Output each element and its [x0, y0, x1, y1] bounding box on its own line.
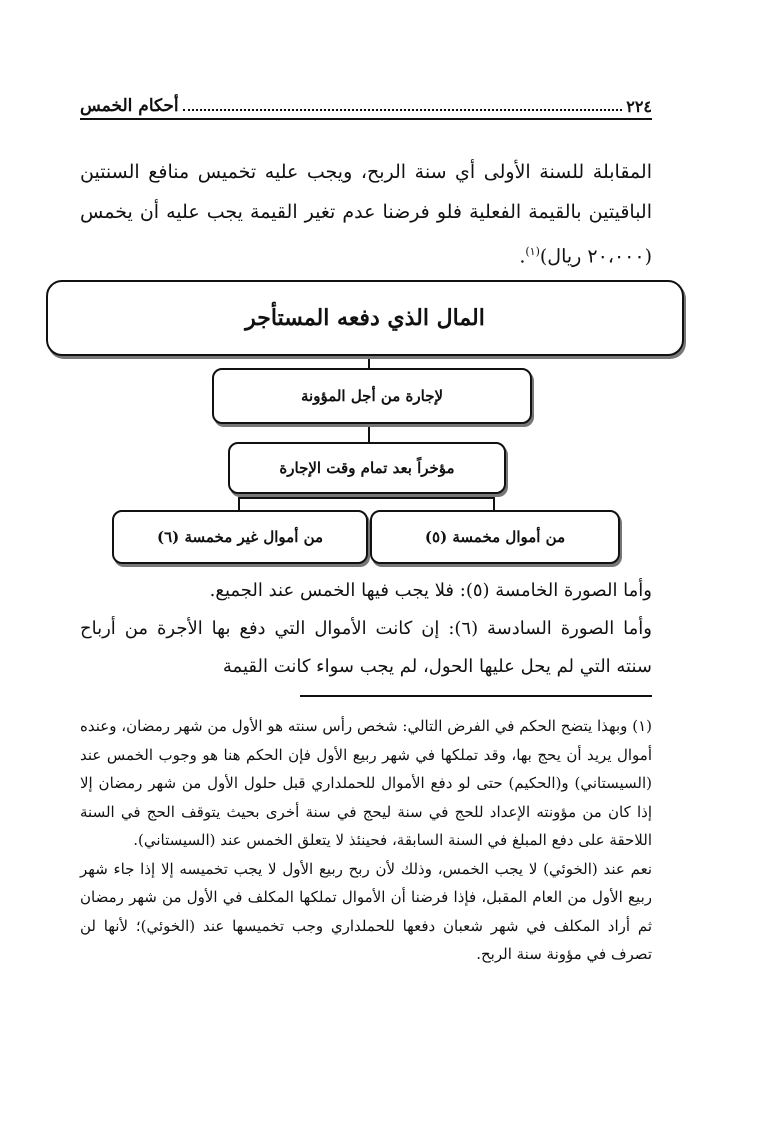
paragraph-case-5: وأما الصورة الخامسة (٥): فلا يجب فيها الخمس عند الجميع.	[209, 580, 652, 601]
book-title: أحكام الخمس	[80, 96, 179, 116]
footnote-ref: (١)	[525, 245, 540, 258]
diagram-level1-box: لإجارة من أجل المؤونة	[212, 368, 532, 424]
connector-right-drop	[493, 497, 495, 510]
diagram-level2-box: مؤخراً بعد تمام وقت الإجارة	[228, 442, 506, 494]
page-number: ٢٢٤	[626, 97, 652, 116]
body-paragraphs	[80, 572, 652, 686]
diagram-root-box: المال الذي دفعه المستأجر	[46, 280, 684, 356]
connector-split-bar	[238, 497, 494, 499]
footnotes	[80, 712, 652, 969]
diagram-branch-untaxed: من أموال غير مخمسة (٦)	[112, 510, 368, 564]
header-dot-leader	[183, 109, 623, 111]
connector-split-stem	[368, 490, 370, 498]
intro-paragraph	[80, 152, 652, 276]
connector-mid	[368, 420, 370, 442]
connector-top	[368, 352, 370, 368]
paragraph-case-6: وأما الصورة السادسة (٦): إن كانت الأموال التي دفع بها الأجرة من أرباح سنته التي لم يحل عليها الحول، لم يجب سواء كانت القيمة	[80, 618, 652, 677]
intro-end: .	[519, 245, 526, 268]
connector-left-drop	[238, 497, 240, 510]
footnote-separator	[300, 695, 652, 697]
footnote-1: (١) وبهذا يتضح الحكم في الفرض التالي: شخص رأس سنته هو الأول من شهر رمضان، وعنده أموال يريد أن يحج بها، وقد تملكها في شهر ربيع الأول فإن الحكم هنا هو وجوب الخمس عند (السيستاني) و(الحكيم) حتى لو دفع الأموال للحملداري قبل حلول الأول من شهر رمضان إلا إذا كان من مؤونته الإعداد للحج في سنة ليحج في سنة أخرى بحيث يتوقف الحج في السنة اللاحقة على دفع المبلغ في السنة السابقة، فحينئذ لا يتعلق الخمس عند (السيستاني).	[80, 717, 652, 849]
page-header	[80, 88, 652, 120]
intro-text: المقابلة للسنة الأولى أي سنة الربح، ويجب عليه تخميس منافع السنتين الباقيتين بالقيمة الفعلية فلو فرضنا عدم تغير القيمة يجب عليه أن يخمس (٢٠،٠٠٠ ريال)	[80, 161, 652, 268]
diagram-branch-taxed: من أموال مخمسة (٥)	[370, 510, 620, 564]
footnote-1-continued: نعم عند (الخوئي) لا يجب الخمس، وذلك لأن ربح ربيع الأول لا يجب تخميسه إلا إذا جاء شهر ربيع الأول من العام المقبل، فإذا فرضنا أن الأموال تملكها المكلف في الأول من شهر رمضان ثم أراد المكلف في شهر شعبان دفعها للحملداري وجب تخميسها عند (الخوئي)؛ لأنها لن تصرف في مؤونة سنة الربح.	[80, 859, 652, 963]
